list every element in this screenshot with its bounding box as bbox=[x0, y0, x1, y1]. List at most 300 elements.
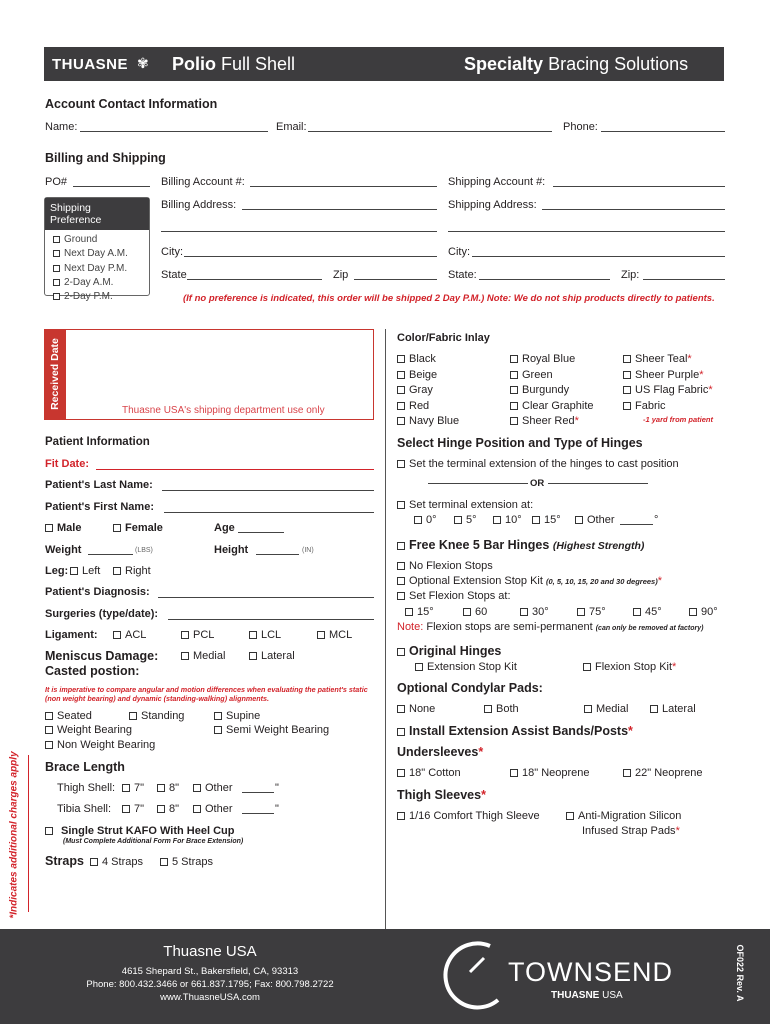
thigh-sleeves-title bbox=[397, 788, 486, 802]
shipping-option[interactable] bbox=[53, 247, 149, 261]
condylar-3-checkbox[interactable] bbox=[650, 703, 696, 715]
flexion-4-checkbox[interactable] bbox=[633, 606, 662, 618]
casted-note: It is imperative to compare angular and motion differences when evaluating the patient's static (non weight bearing) and dynamic (standing-walking) alignments. bbox=[45, 685, 368, 703]
semi-weight-bearing-label: Semi Weight Bearing bbox=[226, 724, 330, 736]
leg-label: Leg: bbox=[45, 565, 69, 577]
color-6-checkbox[interactable] bbox=[510, 353, 575, 365]
footer-address: 4615 Shepard St., Bakersfield, CA, 93313 bbox=[121, 966, 299, 977]
weight-bearing-label: Weight Bearing bbox=[57, 724, 133, 736]
flexion-1-checkbox[interactable] bbox=[463, 606, 487, 618]
color-4-label: Red bbox=[409, 399, 430, 412]
non-weight-bearing-box[interactable] bbox=[45, 741, 53, 749]
condylar-0-box[interactable] bbox=[397, 705, 405, 713]
thigh-other-label: Other bbox=[205, 782, 233, 794]
diagnosis-field[interactable] bbox=[158, 597, 374, 598]
ligament-label: Ligament: bbox=[45, 629, 98, 641]
anti-migration-checkbox[interactable] bbox=[566, 810, 681, 822]
footer-brand-sub bbox=[551, 990, 623, 1001]
undersleeve-2-box[interactable] bbox=[623, 769, 631, 777]
note-label: Note: bbox=[397, 621, 424, 633]
thigh-7-checkbox[interactable] bbox=[122, 782, 144, 794]
original-hinges-box[interactable] bbox=[397, 648, 405, 656]
anti-migration-box[interactable] bbox=[566, 812, 574, 820]
lateral-checkbox[interactable] bbox=[249, 650, 295, 662]
free-knee-box[interactable] bbox=[397, 542, 405, 550]
color-2-checkbox[interactable] bbox=[397, 369, 437, 381]
fit-date-field[interactable] bbox=[96, 469, 374, 470]
thigh-8-box[interactable] bbox=[157, 784, 165, 792]
email-label: Email: bbox=[276, 121, 307, 133]
straps-5-box[interactable] bbox=[160, 858, 168, 866]
weight-bearing-checkbox[interactable] bbox=[45, 724, 132, 736]
zip-left-label: Zip bbox=[333, 269, 349, 281]
color-11-checkbox[interactable] bbox=[623, 353, 692, 365]
flexion-2-checkbox[interactable] bbox=[520, 606, 549, 618]
flexion-4-box[interactable] bbox=[633, 608, 641, 616]
color-7-box[interactable] bbox=[510, 371, 518, 379]
optional-ext-checkbox[interactable] bbox=[397, 575, 662, 587]
medial-box[interactable] bbox=[181, 652, 189, 660]
flexion-5-box[interactable] bbox=[689, 608, 697, 616]
terminal-cast-checkbox[interactable] bbox=[397, 458, 679, 470]
city-right-field[interactable] bbox=[472, 256, 725, 257]
terminal-set-box[interactable] bbox=[397, 501, 405, 509]
kafo-checkbox[interactable] bbox=[45, 825, 234, 837]
side-note-line bbox=[28, 755, 29, 912]
in-unit: (IN) bbox=[302, 547, 314, 554]
original-hinges-label: Original Hinges bbox=[409, 644, 502, 658]
height-field[interactable] bbox=[256, 554, 299, 555]
condylar-3-label: Lateral bbox=[662, 703, 696, 715]
color-13-checkbox[interactable] bbox=[623, 384, 713, 396]
terminal-set-checkbox[interactable] bbox=[397, 499, 533, 511]
degree-1-label: 5° bbox=[466, 514, 477, 526]
lcl-label: LCL bbox=[261, 629, 282, 641]
degree-0-checkbox[interactable] bbox=[414, 514, 437, 526]
degree-other-box[interactable] bbox=[575, 516, 583, 524]
color-8-box[interactable] bbox=[510, 386, 518, 394]
po-field[interactable] bbox=[73, 186, 150, 187]
shipping-options bbox=[45, 230, 149, 304]
straps-label: Straps bbox=[45, 854, 84, 868]
color-11-box[interactable] bbox=[623, 355, 631, 363]
flex-kit-star: * bbox=[672, 661, 677, 673]
lcl-box[interactable] bbox=[249, 631, 257, 639]
degree-2-label: 10° bbox=[505, 514, 522, 526]
tibia-other-box[interactable] bbox=[193, 805, 201, 813]
degree-1-checkbox[interactable] bbox=[454, 514, 477, 526]
color-6-box[interactable] bbox=[510, 355, 518, 363]
name-field[interactable] bbox=[80, 131, 268, 132]
shipping-option-box[interactable] bbox=[53, 250, 60, 257]
color-3-checkbox[interactable] bbox=[397, 384, 433, 396]
mcl-box[interactable] bbox=[317, 631, 325, 639]
color-7-label: Green bbox=[522, 368, 553, 381]
comfort-sleeve-box[interactable] bbox=[397, 812, 405, 820]
billing-address-label: Billing Address: bbox=[161, 199, 237, 211]
degree-3-label: 15° bbox=[544, 514, 561, 526]
seated-checkbox[interactable] bbox=[45, 710, 92, 722]
brand-logo: THUASNE bbox=[52, 56, 129, 73]
degree-1-box[interactable] bbox=[454, 516, 462, 524]
surgeries-field[interactable] bbox=[168, 619, 374, 620]
pcl-label: PCL bbox=[193, 629, 215, 641]
straps-5-checkbox[interactable] bbox=[160, 856, 213, 868]
or-line-left bbox=[428, 483, 528, 484]
right-leg-box[interactable] bbox=[113, 567, 121, 575]
flex-kit-checkbox[interactable] bbox=[583, 661, 676, 673]
tibia-other-field[interactable] bbox=[242, 813, 274, 814]
color-1-box[interactable] bbox=[397, 355, 405, 363]
color-10-checkbox[interactable] bbox=[510, 415, 579, 427]
degree-other-label: Other bbox=[587, 514, 615, 526]
flexion-note bbox=[397, 621, 703, 633]
color-2-box[interactable] bbox=[397, 371, 405, 379]
zip-right-label: Zip: bbox=[621, 269, 640, 281]
male-label: Male bbox=[57, 522, 82, 534]
weight-bearing-box[interactable] bbox=[45, 726, 53, 734]
pcl-box[interactable] bbox=[181, 631, 189, 639]
standing-box[interactable] bbox=[129, 712, 137, 720]
shipping-option[interactable] bbox=[53, 276, 149, 290]
non-weight-bearing-label: Non Weight Bearing bbox=[57, 739, 156, 751]
color-9-label: Clear Graphite bbox=[522, 399, 594, 412]
color-12-box[interactable] bbox=[623, 371, 631, 379]
additional-charges-note: *Indicates additional charges apply bbox=[8, 751, 20, 919]
thigh-7-label: 7" bbox=[134, 782, 145, 794]
thigh-sleeves-star: * bbox=[481, 788, 486, 802]
condylar-2-checkbox[interactable] bbox=[584, 703, 628, 715]
right-leg-checkbox[interactable] bbox=[113, 565, 151, 577]
color-4-checkbox[interactable] bbox=[397, 400, 429, 412]
degree-2-box[interactable] bbox=[493, 516, 501, 524]
shipping-account-field[interactable] bbox=[553, 186, 725, 187]
undersleeve-2-checkbox[interactable] bbox=[623, 767, 703, 779]
color-6-label: Royal Blue bbox=[522, 353, 576, 365]
color-9-box[interactable] bbox=[510, 402, 518, 410]
degree-2-checkbox[interactable] bbox=[493, 514, 522, 526]
degree-symbol: ° bbox=[654, 514, 659, 526]
assist-box[interactable] bbox=[397, 728, 405, 736]
footer-web[interactable]: www.ThuasneUSA.com bbox=[160, 992, 260, 1003]
received-date-bar bbox=[44, 329, 66, 419]
color-12-label: Sheer Purple bbox=[635, 368, 700, 381]
fit-date-label: Fit Date: bbox=[45, 458, 89, 470]
non-weight-bearing-checkbox[interactable] bbox=[45, 739, 155, 751]
no-flexion-checkbox[interactable] bbox=[397, 560, 493, 572]
straps-4-box[interactable] bbox=[90, 858, 98, 866]
tibia-8-checkbox[interactable] bbox=[157, 803, 179, 815]
zip-right-field[interactable] bbox=[643, 279, 725, 280]
shipping-option[interactable] bbox=[53, 290, 149, 304]
brand-sub: USA bbox=[602, 990, 623, 1001]
brand-sub-bold: THUASNE bbox=[551, 990, 600, 1001]
semi-weight-bearing-checkbox[interactable] bbox=[214, 724, 329, 736]
tibia-7-checkbox[interactable] bbox=[122, 803, 144, 815]
assist-star: * bbox=[628, 724, 633, 738]
state-right-field[interactable] bbox=[479, 279, 610, 280]
shipping-address-label: Shipping Address: bbox=[448, 199, 537, 211]
straps-4-label: 4 Straps bbox=[102, 856, 143, 868]
tibia-shell-label: Tibia Shell: bbox=[57, 803, 112, 815]
brace-length-title: Brace Length bbox=[45, 760, 125, 774]
pcl-checkbox[interactable] bbox=[181, 629, 214, 641]
tagline-light: Bracing Solutions bbox=[548, 54, 689, 74]
optional-ext-box[interactable] bbox=[397, 577, 405, 585]
set-flexion-box[interactable] bbox=[397, 592, 405, 600]
condylar-2-box[interactable] bbox=[584, 705, 592, 713]
acl-label: ACL bbox=[125, 629, 147, 641]
color-13-star: * bbox=[708, 384, 713, 396]
header-bar bbox=[44, 47, 724, 81]
state-left-label: State bbox=[161, 269, 187, 281]
anti-migration-line2 bbox=[582, 825, 680, 837]
flexion-0-checkbox[interactable] bbox=[405, 606, 434, 618]
no-flexion-box[interactable] bbox=[397, 562, 405, 570]
supine-box[interactable] bbox=[214, 712, 222, 720]
flexion-0-box[interactable] bbox=[405, 608, 413, 616]
medial-label: Medial bbox=[193, 650, 226, 662]
degree-other-checkbox[interactable] bbox=[575, 514, 615, 526]
color-11-label: Sheer Teal bbox=[635, 353, 688, 365]
po-label: PO# bbox=[45, 176, 68, 188]
undersleeves-star: * bbox=[478, 745, 484, 759]
hinge-section-title: Select Hinge Position and Type of Hinges bbox=[397, 436, 643, 450]
color-12-checkbox[interactable] bbox=[623, 369, 704, 381]
flexion-1-label: 60 bbox=[475, 606, 488, 618]
supine-checkbox[interactable] bbox=[214, 710, 260, 722]
billing-address-field[interactable] bbox=[242, 209, 437, 210]
degree-0-label: 0° bbox=[426, 514, 437, 526]
undersleeve-0-checkbox[interactable] bbox=[397, 767, 461, 779]
mcl-label: MCL bbox=[329, 629, 353, 641]
yard-note: -1 yard from patient bbox=[643, 415, 714, 424]
degree-0-box[interactable] bbox=[414, 516, 422, 524]
assist-label: Install Extension Assist Bands/Posts bbox=[409, 724, 629, 738]
casted-position-label: Casted postion: bbox=[45, 664, 140, 678]
acl-checkbox[interactable] bbox=[113, 629, 146, 641]
butterfly-icon: ✾ bbox=[137, 55, 149, 71]
undersleeves-title bbox=[397, 745, 483, 759]
state-left-field[interactable] bbox=[187, 279, 322, 280]
condylar-1-checkbox[interactable] bbox=[484, 703, 519, 715]
footer-bar bbox=[0, 929, 770, 1024]
color-5-checkbox[interactable] bbox=[397, 415, 459, 427]
age-field[interactable] bbox=[238, 532, 284, 533]
degree-3-checkbox[interactable] bbox=[532, 514, 561, 526]
terminal-set-label: Set terminal extension at: bbox=[409, 499, 534, 511]
townsend-logo-icon bbox=[440, 938, 510, 1016]
color-3-box[interactable] bbox=[397, 386, 405, 394]
color-4-box[interactable] bbox=[397, 402, 405, 410]
billing-account-field[interactable] bbox=[250, 186, 437, 187]
tibia-other-checkbox[interactable] bbox=[193, 803, 233, 815]
color-5-box[interactable] bbox=[397, 417, 405, 425]
ext-kit-box[interactable] bbox=[415, 663, 423, 671]
color-2-label: Beige bbox=[409, 368, 438, 381]
undersleeve-1-box[interactable] bbox=[510, 769, 518, 777]
condylar-0-checkbox[interactable] bbox=[397, 703, 435, 715]
anti-migration-label: Anti-Migration Silicon bbox=[578, 810, 682, 822]
color-14-box[interactable] bbox=[623, 402, 631, 410]
color-3-label: Gray bbox=[409, 384, 433, 396]
male-box[interactable] bbox=[45, 524, 53, 532]
free-knee-note: (Highest Strength) bbox=[552, 540, 645, 552]
undersleeve-1-checkbox[interactable] bbox=[510, 767, 590, 779]
flex-kit-label: Flexion Stop Kit bbox=[595, 661, 673, 673]
free-knee-checkbox[interactable] bbox=[397, 538, 644, 552]
female-checkbox[interactable] bbox=[113, 522, 163, 534]
anti-migration-label-2: Infused Strap Pads bbox=[582, 825, 676, 837]
kafo-label: Single Strut KAFO With Heel Cup bbox=[61, 825, 235, 837]
optional-ext-label: Optional Extension Stop Kit bbox=[409, 575, 543, 587]
mcl-checkbox[interactable] bbox=[317, 629, 352, 641]
original-hinges-checkbox[interactable] bbox=[397, 644, 501, 658]
right-leg-label: Right bbox=[125, 565, 151, 577]
color-section-title: Color/Fabric Inlay bbox=[397, 332, 490, 344]
color-9-checkbox[interactable] bbox=[510, 400, 594, 412]
optional-ext-star: * bbox=[657, 575, 662, 587]
flexion-2-box[interactable] bbox=[520, 608, 528, 616]
phone-field[interactable] bbox=[601, 131, 725, 132]
thigh-other-checkbox[interactable] bbox=[193, 782, 233, 794]
color-14-checkbox[interactable] bbox=[623, 400, 666, 412]
condylar-3-box[interactable] bbox=[650, 705, 658, 713]
ext-kit-label: Extension Stop Kit bbox=[427, 661, 517, 673]
thigh-other-box[interactable] bbox=[193, 784, 201, 792]
shipping-option-box[interactable] bbox=[53, 265, 60, 272]
lateral-label: Lateral bbox=[261, 650, 295, 662]
color-8-checkbox[interactable] bbox=[510, 384, 569, 396]
undersleeve-1-label: 18" Neoprene bbox=[522, 767, 590, 779]
standing-checkbox[interactable] bbox=[129, 710, 184, 722]
shipping-address-field-2[interactable] bbox=[448, 231, 725, 232]
shipping-option[interactable] bbox=[53, 233, 149, 247]
free-knee-label: Free Knee 5 Bar Hinges bbox=[409, 538, 550, 552]
color-1-checkbox[interactable] bbox=[397, 353, 436, 365]
shipping-preference-box bbox=[44, 197, 150, 303]
shipping-option[interactable] bbox=[53, 262, 149, 276]
straps-4-checkbox[interactable] bbox=[90, 856, 143, 868]
footer-phone: Phone: 800.432.3466 or 661.837.1795; Fax: 800.798.2722 bbox=[86, 979, 334, 990]
tibia-8-label: 8" bbox=[169, 803, 180, 815]
straps-5-label: 5 Straps bbox=[172, 856, 213, 868]
flexion-1-box[interactable] bbox=[463, 608, 471, 616]
first-name-label: Patient's First Name: bbox=[45, 501, 154, 513]
age-label: Age bbox=[214, 522, 235, 534]
billing-section-title: Billing and Shipping bbox=[45, 151, 166, 165]
medial-checkbox[interactable] bbox=[181, 650, 225, 662]
lbs-unit: (LBS) bbox=[135, 547, 153, 554]
flexion-0-label: 15° bbox=[417, 606, 434, 618]
flex-kit-box[interactable] bbox=[583, 663, 591, 671]
condylar-title: Optional Condylar Pads: bbox=[397, 681, 543, 695]
color-11-star: * bbox=[687, 353, 692, 365]
terminal-cast-label: Set the terminal extension of the hinges to cast position bbox=[409, 458, 679, 470]
thigh-8-checkbox[interactable] bbox=[157, 782, 179, 794]
flexion-5-checkbox[interactable] bbox=[689, 606, 718, 618]
billing-account-label: Billing Account #: bbox=[161, 176, 245, 188]
comfort-sleeve-checkbox[interactable] bbox=[397, 810, 540, 822]
received-date-label: Received Date bbox=[49, 338, 61, 410]
color-10-label: Sheer Red bbox=[522, 415, 575, 427]
or-separator: OR bbox=[530, 478, 545, 489]
weight-field[interactable] bbox=[88, 554, 133, 555]
optional-ext-note: (0, 5, 10, 15, 20 and 30 degrees) bbox=[545, 577, 658, 586]
left-leg-checkbox[interactable] bbox=[70, 565, 100, 577]
state-right-label: State: bbox=[448, 269, 477, 281]
surgeries-label: Surgeries (type/date): bbox=[45, 608, 159, 620]
female-box[interactable] bbox=[113, 524, 121, 532]
last-name-field[interactable] bbox=[162, 490, 374, 491]
condylar-1-box[interactable] bbox=[484, 705, 492, 713]
shipping-option-box[interactable] bbox=[53, 279, 60, 286]
shipping-address-field[interactable] bbox=[542, 209, 725, 210]
zip-left-field[interactable] bbox=[354, 279, 437, 280]
color-13-box[interactable] bbox=[623, 386, 631, 394]
shipping-option-label: Next Day A.M. bbox=[64, 248, 128, 260]
seated-box[interactable] bbox=[45, 712, 53, 720]
degree-3-box[interactable] bbox=[532, 516, 540, 524]
tibia-7-box[interactable] bbox=[122, 805, 130, 813]
first-name-field[interactable] bbox=[164, 512, 374, 513]
or-line-right bbox=[548, 483, 648, 484]
flexion-5-label: 90° bbox=[701, 606, 718, 618]
meniscus-label: Meniscus Damage: bbox=[45, 649, 159, 663]
thigh-7-box[interactable] bbox=[122, 784, 130, 792]
shipping-option-box[interactable] bbox=[53, 236, 60, 243]
flexion-3-checkbox[interactable] bbox=[577, 606, 606, 618]
kafo-box[interactable] bbox=[45, 827, 53, 835]
set-flexion-label: Set Flexion Stops at: bbox=[409, 590, 511, 602]
tibia-other-label: Other bbox=[205, 803, 233, 815]
lateral-box[interactable] bbox=[249, 652, 257, 660]
flexion-3-box[interactable] bbox=[577, 608, 585, 616]
undersleeve-0-box[interactable] bbox=[397, 769, 405, 777]
email-field[interactable] bbox=[308, 131, 552, 132]
semi-weight-bearing-box[interactable] bbox=[214, 726, 222, 734]
left-leg-box[interactable] bbox=[70, 567, 78, 575]
tibia-inch: " bbox=[275, 803, 279, 815]
tibia-7-label: 7" bbox=[134, 803, 145, 815]
male-checkbox[interactable] bbox=[45, 522, 81, 534]
set-flexion-checkbox[interactable] bbox=[397, 590, 511, 602]
shipping-option-label: 2-Day P.M. bbox=[64, 291, 113, 303]
undersleeves-label: Undersleeves bbox=[397, 745, 479, 759]
degree-other-field[interactable] bbox=[620, 524, 653, 525]
tibia-8-box[interactable] bbox=[157, 805, 165, 813]
city-left-field[interactable] bbox=[184, 256, 437, 257]
color-10-box[interactable] bbox=[510, 417, 518, 425]
shipping-option-box[interactable] bbox=[53, 293, 60, 300]
footer-company: Thuasne USA bbox=[163, 943, 257, 960]
thigh-other-field[interactable] bbox=[242, 792, 274, 793]
acl-box[interactable] bbox=[113, 631, 121, 639]
assist-checkbox[interactable] bbox=[397, 724, 633, 738]
ext-kit-checkbox[interactable] bbox=[415, 661, 517, 673]
account-section-title: Account Contact Information bbox=[45, 97, 218, 111]
form-code: OF022 Rev. A bbox=[735, 944, 745, 1002]
thigh-8-label: 8" bbox=[169, 782, 180, 794]
billing-address-field-2[interactable] bbox=[161, 231, 437, 232]
color-7-checkbox[interactable] bbox=[510, 369, 553, 381]
weight-label: Weight bbox=[45, 544, 82, 556]
footer-brand: TOWNSEND bbox=[508, 957, 674, 987]
last-name-label: Patient's Last Name: bbox=[45, 479, 153, 491]
shipping-option-label: Next Day P.M. bbox=[64, 262, 128, 274]
lcl-checkbox[interactable] bbox=[249, 629, 281, 641]
terminal-cast-box[interactable] bbox=[397, 460, 405, 468]
